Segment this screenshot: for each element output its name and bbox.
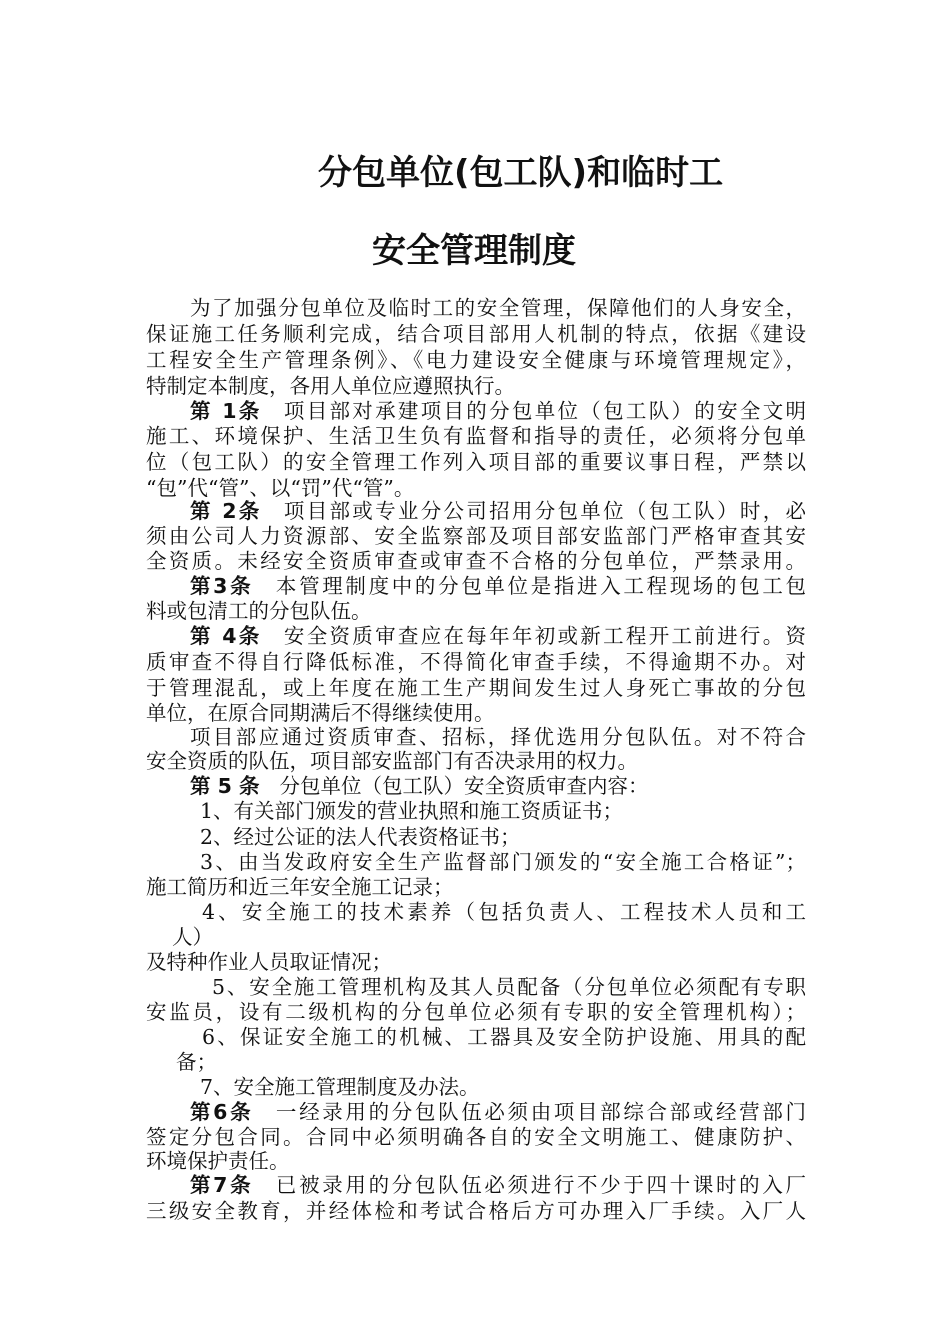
line-text: 施工简历和近三年安全施工记录； bbox=[146, 875, 454, 899]
body-text-line bbox=[146, 1149, 290, 1174]
body-text-line bbox=[190, 499, 806, 524]
body-text-line bbox=[202, 900, 806, 925]
body-text-line bbox=[146, 749, 638, 774]
body-text-line bbox=[200, 799, 623, 824]
line-text: 三级安全教育，并经体检和考试合格后方可办理入厂手续。入厂人 bbox=[146, 1199, 806, 1223]
line-text: 于管理混乱，或上年度在施工生产期间发生过人身死亡事故的分包 bbox=[146, 676, 806, 700]
line-text: 签定分包合同。合同中必须明确各自的安全文明施工、健康防护、 bbox=[146, 1125, 806, 1149]
body-text-line bbox=[212, 975, 806, 1000]
line-text: 项目部应通过资质审查、招标，择优选用分包队伍。对不符合 bbox=[190, 725, 806, 749]
line-text: 安全资质的队伍，项目部安监部门有否决录用的权力。 bbox=[146, 749, 638, 773]
body-text-line bbox=[146, 875, 454, 900]
line-text: 1、有关部门颁发的营业执照和施工资质证书； bbox=[200, 799, 624, 823]
document-title-line-2: 安全管理制度 bbox=[372, 231, 576, 271]
body-text-line bbox=[190, 399, 806, 424]
body-text-line bbox=[172, 925, 213, 950]
body-text-line bbox=[146, 1125, 806, 1150]
line-text: 7、安全施工管理制度及办法。 bbox=[200, 1075, 480, 1099]
article-number: 第 5 条 bbox=[190, 774, 260, 798]
body-text-line bbox=[146, 322, 806, 347]
article-number: 第 2条 bbox=[190, 499, 262, 523]
body-text-line bbox=[146, 950, 392, 975]
line-text: 须由公司人力资源部、安全监察部及项目部安监部门严格审查其安 bbox=[146, 524, 806, 548]
article-number: 第 1条 bbox=[190, 399, 262, 423]
line-text: 备； bbox=[176, 1050, 217, 1074]
line-text: 人） bbox=[172, 925, 213, 949]
line-text: 料或包清工的分包队伍。 bbox=[146, 599, 372, 623]
body-text-line bbox=[146, 476, 414, 501]
article-number: 第3条 bbox=[190, 574, 254, 598]
line-text: 3、由当发政府安全生产监督部门颁发的“安全施工合格证”； bbox=[200, 850, 806, 874]
body-text-line bbox=[200, 1075, 480, 1100]
line-text: 本管理制度中的分包单位是指进入工程现场的包工包 bbox=[273, 574, 807, 598]
body-text-line bbox=[146, 348, 806, 373]
line-text: 为了加强分包单位及临时工的安全管理，保障他们的人身安全， bbox=[190, 296, 806, 320]
body-text-line bbox=[146, 549, 806, 574]
body-text-line bbox=[190, 1173, 806, 1198]
body-text-line bbox=[200, 850, 806, 875]
body-text-line bbox=[146, 650, 806, 675]
line-text: 分包单位（包工队）安全资质审查内容： bbox=[279, 774, 649, 798]
article-number: 第7条 bbox=[190, 1173, 254, 1197]
line-text: 特制定本制度，各用人单位应遵照执行。 bbox=[146, 374, 515, 398]
document-title-line-1: 分包单位(包工队)和临时工 bbox=[318, 153, 724, 193]
line-text: 工程安全生产管理条例》、《电力建设安全健康与环境管理规定》， bbox=[146, 348, 806, 372]
body-text-line bbox=[200, 825, 521, 850]
body-text-line bbox=[146, 1199, 806, 1224]
line-text: 位（包工队）的安全管理工作列入项目部的重要议事日程，严禁以 bbox=[146, 450, 806, 474]
body-text-line bbox=[146, 599, 372, 624]
body-text-line bbox=[146, 701, 495, 726]
line-text: 6、保证安全施工的机械、工器具及安全防护设施、用具的配 bbox=[202, 1025, 806, 1049]
line-text: 及特种作业人员取证情况； bbox=[146, 950, 392, 974]
line-text: 2、经过公证的法人代表资格证书； bbox=[200, 825, 521, 849]
line-text: 保证施工任务顺利完成，结合项目部用人机制的特点，依据《建设 bbox=[146, 322, 806, 346]
line-text: 4、安全施工的技术素养（包括负责人、工程技术人员和工 bbox=[202, 900, 806, 924]
line-text: 单位，在原合同期满后不得继续使用。 bbox=[146, 701, 495, 725]
article-number: 第6条 bbox=[190, 1100, 254, 1124]
line-text: “包”代“管”、以“罚”代“管”。 bbox=[146, 476, 415, 500]
line-text: 已被录用的分包队伍必须进行不少于四十课时的入厂 bbox=[273, 1173, 807, 1197]
body-text-line bbox=[146, 524, 806, 549]
body-text-line bbox=[190, 1100, 806, 1125]
line-text: 项目部对承建项目的分包单位（包工队）的安全文明 bbox=[281, 399, 807, 423]
line-text: 施工、环境保护、生活卫生负有监督和指导的责任，必须将分包单 bbox=[146, 424, 806, 448]
line-text: 一经录用的分包队伍必须由项目部综合部或经营部门 bbox=[273, 1100, 807, 1124]
line-text: 质审查不得自行降低标准，不得简化审查手续，不得逾期不办。对 bbox=[146, 650, 806, 674]
body-text-line bbox=[146, 424, 806, 449]
body-text-line bbox=[146, 450, 806, 475]
body-text-line bbox=[146, 676, 806, 701]
body-text-line bbox=[190, 574, 806, 599]
line-text: 安全资质审查应在每年年初或新工程开工前进行。资 bbox=[281, 624, 807, 648]
body-text-line bbox=[146, 374, 515, 399]
line-text: 环境保护责任。 bbox=[146, 1149, 290, 1173]
line-text: 项目部或专业分公司招用分包单位（包工队）时，必 bbox=[281, 499, 807, 523]
line-text: 安监员，设有二级机构的分包单位必须有专职的安全管理机构）； bbox=[146, 1000, 806, 1024]
body-text-line bbox=[190, 296, 806, 321]
body-text-line bbox=[202, 1025, 806, 1050]
article-number: 第 4条 bbox=[190, 624, 262, 648]
body-text-line bbox=[190, 624, 806, 649]
body-text-line bbox=[146, 1000, 806, 1025]
line-text: 5、安全施工管理机构及其人员配备（分包单位必须配有专职 bbox=[212, 975, 806, 999]
body-text-line bbox=[190, 774, 649, 799]
body-text-line bbox=[190, 725, 806, 750]
body-text-line bbox=[176, 1050, 217, 1075]
line-text: 全资质。未经安全资质审查或审查不合格的分包单位，严禁录用。 bbox=[146, 549, 806, 573]
